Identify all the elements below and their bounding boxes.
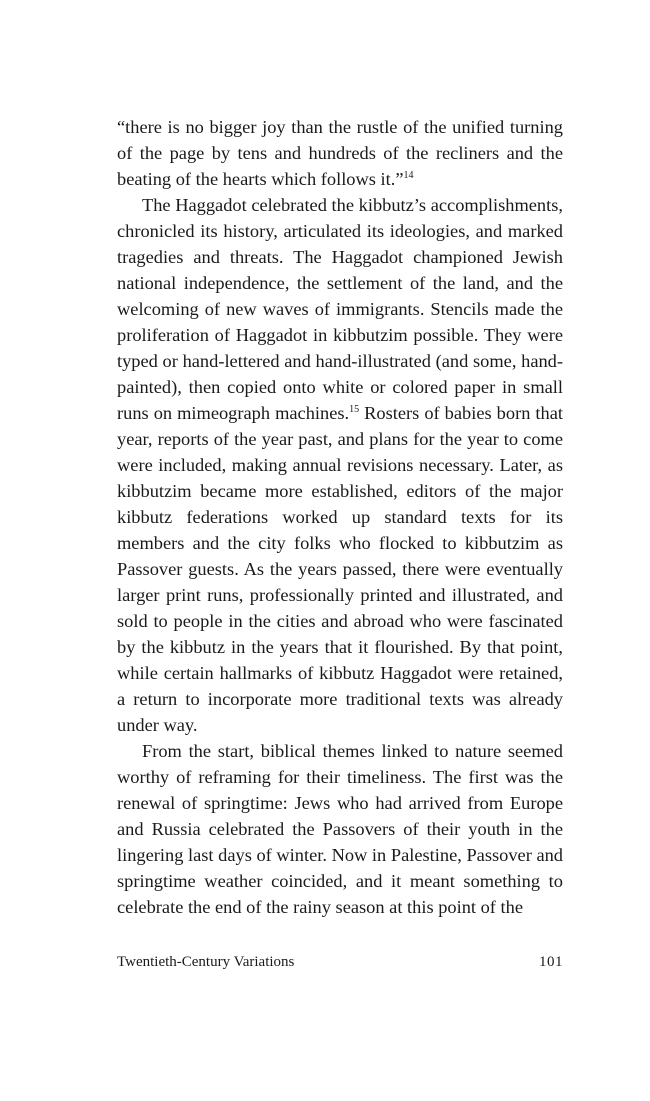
page-footer (117, 952, 563, 972)
paragraph-2-text-part-1: The Haggadot celebrated the kibbutz’s accomplishments, chronicled its history, articulated its ideologies, and marked tragedies and threats. The Haggadot championed Jewish national independence, the settlement of the land, and the welcoming of new waves of immigrants. Stencils made the proliferation of Haggadot in kibbutzim possible. They were typed or hand-lettered and hand-illustrated (and some, hand-painted), then copied onto white or colored paper in small runs on mimeograph machines. (117, 195, 563, 423)
body-text (117, 114, 563, 920)
running-title: Twentieth-Century Variations (117, 954, 295, 970)
paragraph-1 (117, 114, 563, 192)
paragraph-2-text-part-2: Rosters of babies born that year, reports of the year past, and plans for the year to come were included, making annual revisions necessary. Later, as kibbutzim became more established, editors of the major kibbutz federations worked up standard texts for its members and the city folks who flocked to kibbutzim as Passover guests. As the years passed, there were eventually larger print runs, professionally printed and illustrated, and sold to people in the cities and abroad who were fascinated by the kibbutz in the years that it flourished. By that point, while certain hallmarks of kibbutz Haggadot were retained, a return to incorporate more traditional texts was already under way. (117, 403, 563, 735)
footnote-marker-14: 14 (403, 170, 414, 181)
paragraph-1-text: “there is no bigger joy than the rustle of the unified turning of the page by tens and hundreds of the recliners and the beating of the hearts which follows it.” (117, 117, 563, 189)
paragraph-3-text: From the start, biblical themes linked to nature seemed worthy of reframing for their timeliness. The first was the renewal of springtime: Jews who had arrived from Europe and Russia celebrated the Passovers of their youth in the lingering last days of winter. Now in Palestine, Passover and springtime weather coincided, and it meant something to celebrate the end of the rainy season at this point of the (117, 741, 563, 917)
paragraph-3 (117, 738, 563, 920)
paragraph-2 (117, 192, 563, 738)
footnote-marker-15: 15 (349, 404, 360, 415)
page-number: 101 (539, 954, 563, 970)
